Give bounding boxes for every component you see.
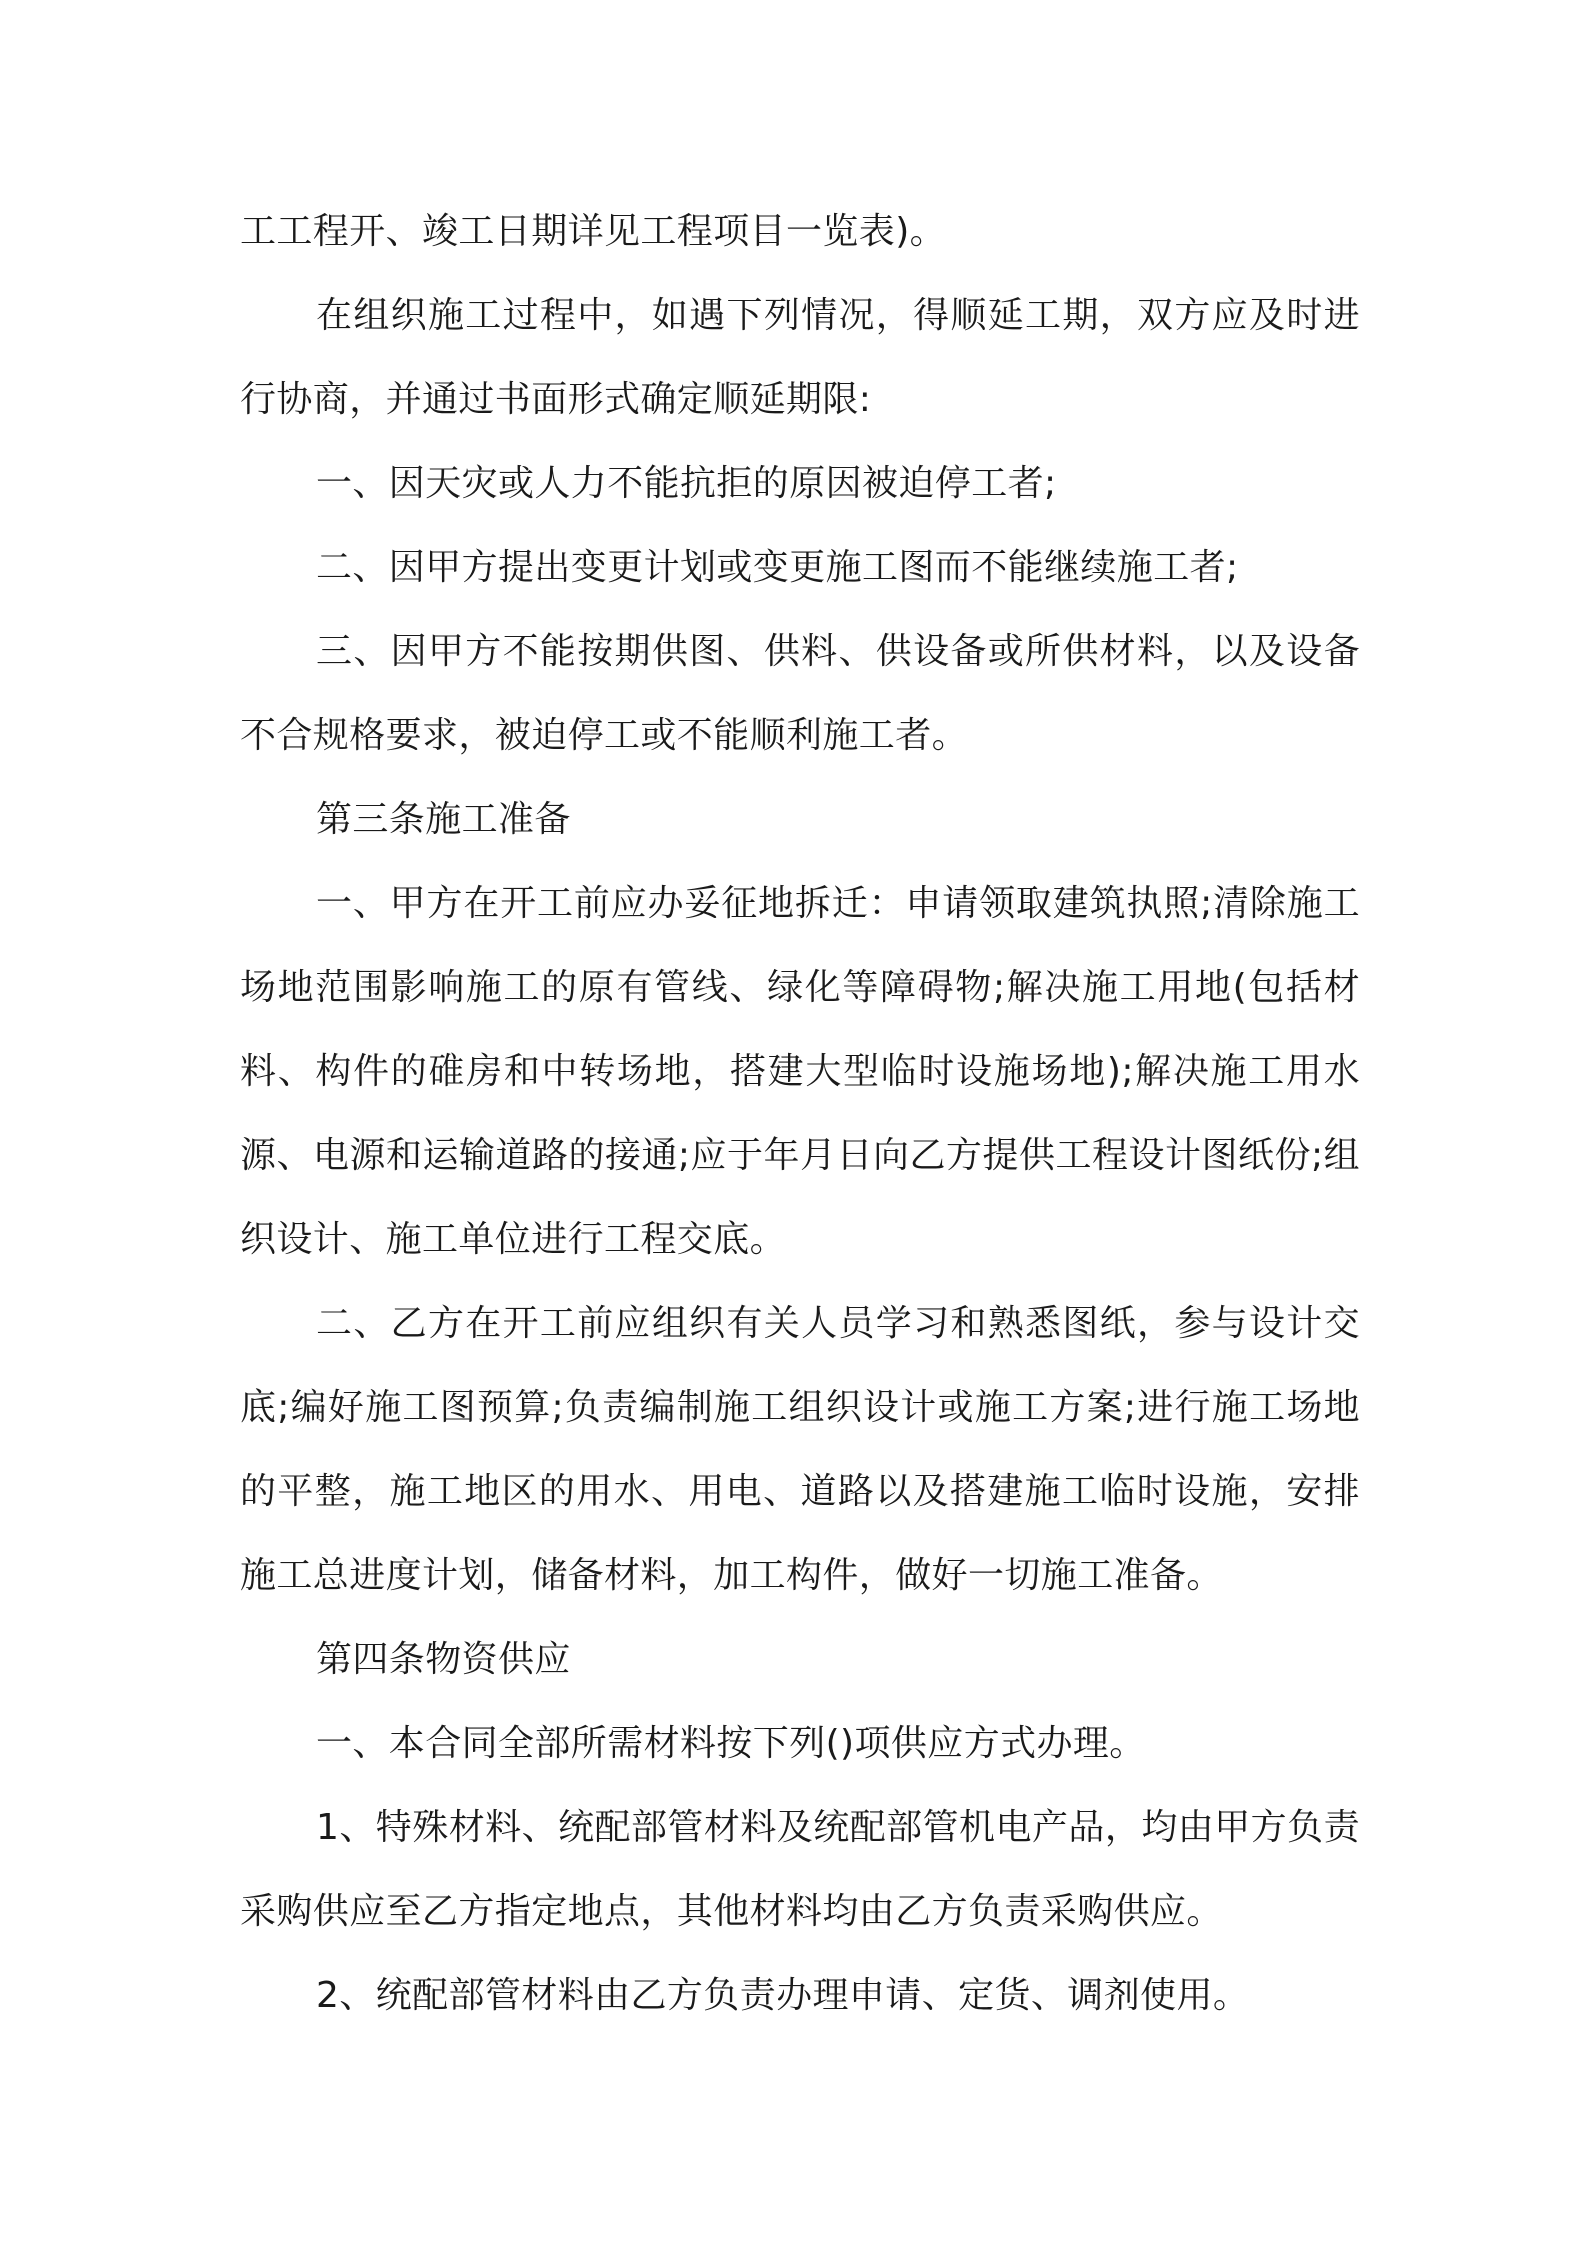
paragraph-3: 一、因天灾或人力不能抗拒的原因被迫停工者; bbox=[316, 463, 1057, 504]
section-heading-4: 第四条物资供应 bbox=[316, 1639, 571, 1680]
paragraph-4: 二、因甲方提出变更计划或变更施工图而不能继续施工者; bbox=[316, 547, 1239, 588]
paragraph-9: 1、特殊材料、统配部管材料及统配部管机电产品，均由甲方负责采购供应至乙方指定地点，其他材料均由乙方负责采购供应。 bbox=[240, 1807, 1360, 1932]
paragraph-6: 一、甲方在开工前应办妥征地拆迁：申请领取建筑执照;清除施工场地范围影响施工的原有管线、绿化等障碍物;解决施工用地(包括材料、构件的碓房和中转场地，搭建大型临时设施场地);解决施工用水源、电源和运输道路的接通;应于年月日向乙方提供工程设计图纸份;组织设计、施工单位进行工程交底。 bbox=[240, 883, 1360, 1260]
paragraph-2: 在组织施工过程中，如遇下列情况，得顺延工期，双方应及时进行协商，并通过书面形式确定顺延期限: bbox=[240, 295, 1360, 420]
section-heading-3: 第三条施工准备 bbox=[316, 799, 571, 840]
paragraph-8: 一、本合同全部所需材料按下列()项供应方式办理。 bbox=[316, 1723, 1146, 1764]
paragraph-7: 二、乙方在开工前应组织有关人员学习和熟悉图纸，参与设计交底;编好施工图预算;负责编制施工组织设计或施工方案;进行施工场地的平整，施工地区的用水、用电、道路以及搭建施工临时设施，安排施工总进度计划，储备材料，加工构件，做好一切施工准备。 bbox=[240, 1303, 1360, 1596]
document-body bbox=[240, 190, 1360, 2038]
paragraph-10: 2、统配部管材料由乙方负责办理申请、定货、调剂使用。 bbox=[316, 1975, 1250, 2016]
paragraph-1: 工工程开、竣工日期详见工程项目一览表)。 bbox=[240, 211, 947, 252]
paragraph-5: 三、因甲方不能按期供图、供料、供设备或所供材料，以及设备不合规格要求，被迫停工或不能顺利施工者。 bbox=[240, 631, 1360, 756]
